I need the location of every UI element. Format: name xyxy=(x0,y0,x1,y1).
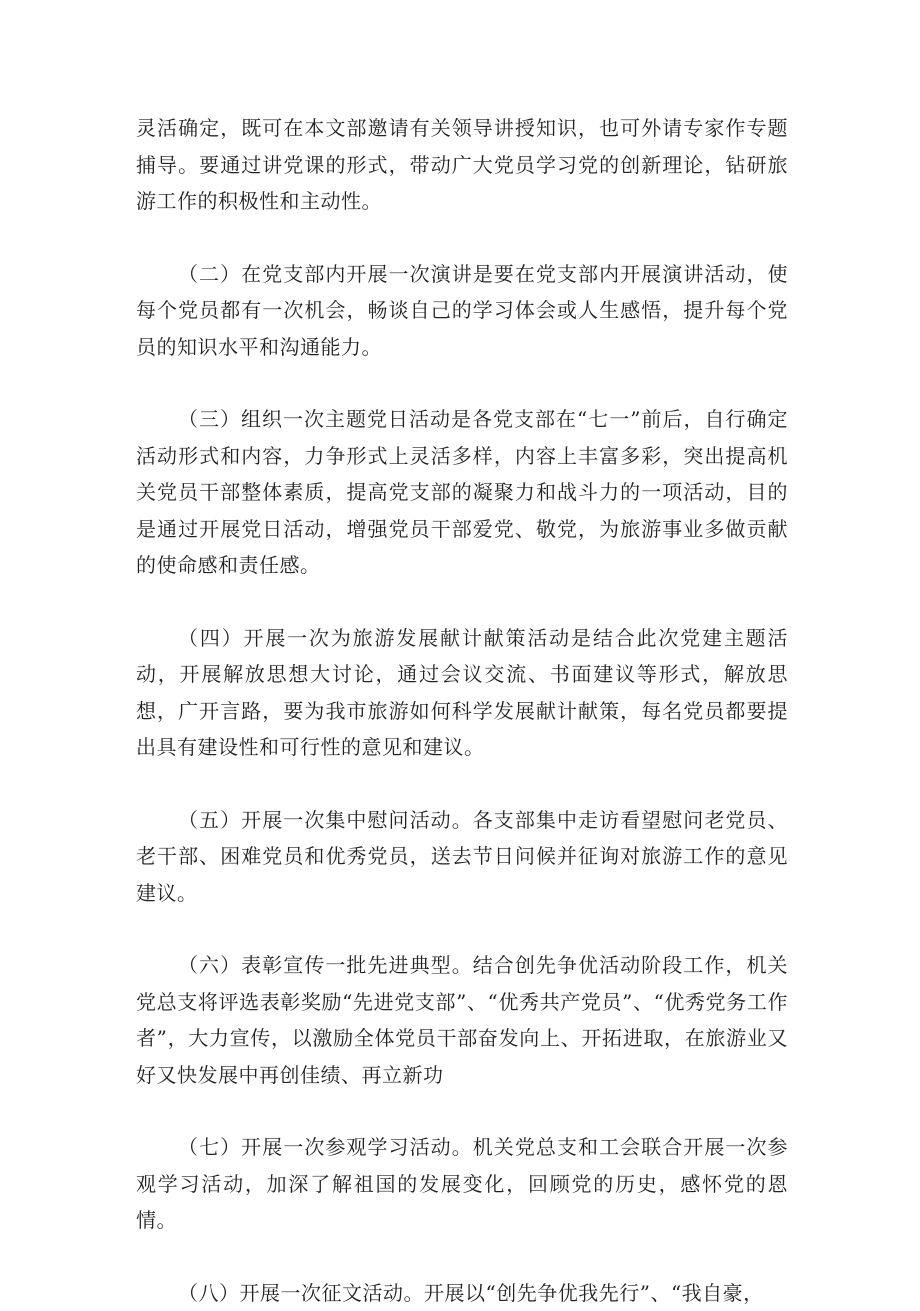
paragraph-item-6: （六）表彰宣传一批先进典型。结合创先争优活动阶段工作，机关党总支将评选表彰奖励“先进党支部”、“优秀共产党员”、“优秀党务工作者”，大力宣传，以激励全体党员干部奋发向上、开拓进取，在旅游业又好又快发展中再创佳绩、再立新功 xyxy=(136,947,788,1093)
paragraph-item-7: （七）开展一次参观学习活动。机关党总支和工会联合开展一次参观学习活动，加深了解祖国的发展变化，回顾党的历史，感怀党的恩情。 xyxy=(136,1129,788,1239)
paragraph-item-5: （五）开展一次集中慰问活动。各支部集中走访看望慰问老党员、老干部、困难党员和优秀党员，送去节日问候并征询对旅游工作的意见建议。 xyxy=(136,802,788,912)
document-body xyxy=(136,110,788,1311)
paragraph-continuation: 灵活确定，既可在本文部邀请有关领导讲授知识，也可外请专家作专题捕导。要通过讲党课的形式，带动广大党员学习党的创新理论，钻研旅游工作的积极性和主动性。 xyxy=(136,110,788,220)
paragraph-item-3: （三）组织一次主题党日活动是各党支部在“七一”前后，自行确定活动形式和内容，力争形式上灵活多样，内容上丰富多彩，突出提高机关党员干部整体素质，提高党支部的凝聚力和战斗力的一项活动，目的是通过开展党日活动，增强党员干部爱党、敬党，为旅游事业多做贡献的使命感和责任感。 xyxy=(136,401,788,584)
paragraph-item-4: （四）开展一次为旅游发展献计献策活动是结合此次党建主题活动，开展解放思想大讨论，通过会议交流、书面建议等形式，解放思想，广开言路，要为我市旅游如何科学发展献计献策，每名党员都要提出具有建设性和可行性的意见和建议。 xyxy=(136,620,788,766)
paragraph-item-8: （八）开展一次征文活动。开展以“创先争优我先行”、“我自豪， xyxy=(136,1275,788,1311)
paragraph-item-2: （二）在党支部内开展一次演讲是要在党支部内开展演讲活动，使每个党员都有一次机会，畅谈自己的学习体会或人生感悟，提升每个党员的知识水平和沟通能力。 xyxy=(136,256,788,366)
